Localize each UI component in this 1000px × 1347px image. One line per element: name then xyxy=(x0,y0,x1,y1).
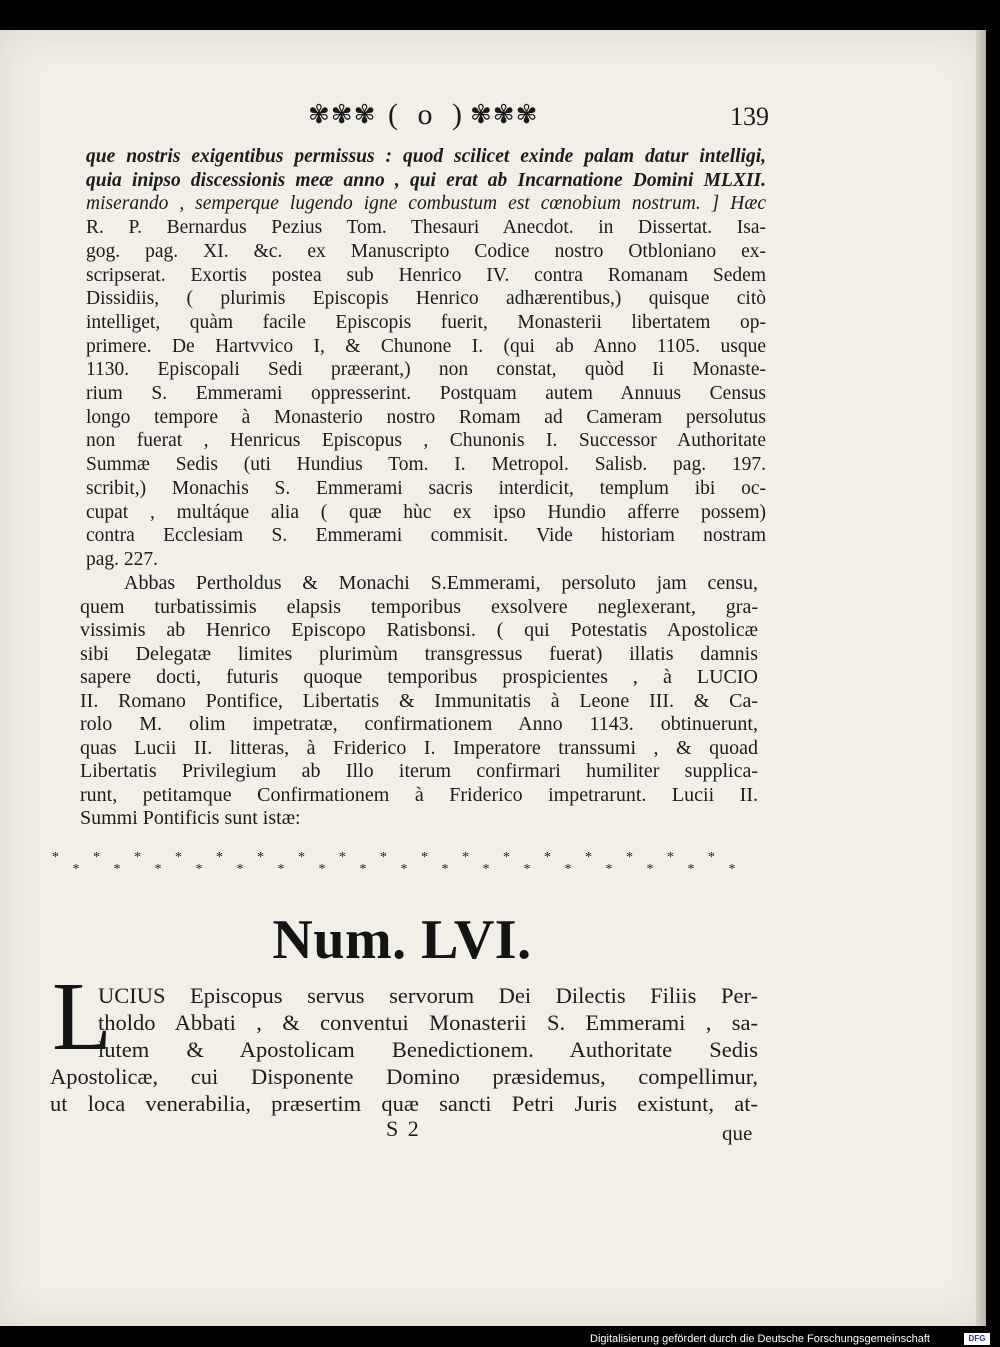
header-mark: ( o ) xyxy=(388,98,468,131)
footnote-line: scribit,) Monachis S. Emmerami sacris interdicit, templum ibi oc- xyxy=(86,477,766,499)
signature-mark: S 2 xyxy=(386,1116,421,1141)
header-ornament-right: ✾✾✾ xyxy=(470,100,539,129)
star-ornament: * xyxy=(359,862,367,877)
star-ornament: * xyxy=(687,862,695,877)
star-ornament: * xyxy=(154,862,162,877)
footnote-line: Dissidiis, ( plurimis Episcopis Henrico adhærentibus,) quisque citò xyxy=(86,288,766,310)
footnote-line: quia inipso discessionis meæ anno , qui erat ab Incarnatione Domini MLXII. xyxy=(86,169,766,191)
star-ornament: * xyxy=(646,862,654,877)
star-ornament: * xyxy=(564,862,572,877)
star-ornament: * xyxy=(216,850,223,865)
star-ornament: * xyxy=(257,850,264,865)
body-line: Libertatis Privilegium ab Illo iterum confirmari humiliter supplica- xyxy=(80,760,758,782)
charter-line: UCIUS Episcopus servus servorum Dei Dilectis Filiis Per- xyxy=(98,983,758,1008)
body-paragraph xyxy=(80,572,758,831)
charter-line: tholdo Abbati , & conventui Monasterii S. Emmerami , sa- xyxy=(98,1010,758,1035)
body-line: Abbas Pertholdus & Monachi S.Emmerami, persoluto jam censu, xyxy=(124,572,758,594)
footnote-line: R. P. Bernardus Pezius Tom. Thesauri Anecdot. in Dissertat. Isa- xyxy=(86,217,766,239)
star-ornament: * xyxy=(523,862,531,877)
footnote-line: scripserat. Exortis postea sub Henrico IV. contra Romanam Sedem xyxy=(86,264,766,286)
page-number: 139 xyxy=(730,102,769,131)
footnote-line: primere. De Hartvvico I, & Chunone I. (qui ab Anno 1105. usque xyxy=(86,335,766,357)
body-line: rolo M. olim impetratæ, confirmationem Anno 1143. obtinuerunt, xyxy=(80,713,758,735)
star-ornament: * xyxy=(708,850,715,865)
footnote-line: miserando , semperque lugendo igne combustum est cœnobium nostrum. ] Hæc xyxy=(86,193,766,215)
star-ornament: * xyxy=(728,862,736,877)
page-edge xyxy=(976,30,986,1326)
footnote-line: Summæ Sedis (uti Hundius Tom. I. Metropol. Salisb. pag. 197. xyxy=(86,454,766,476)
footnote-line: rium S. Emmerami oppresserint. Postquam autem Annuus Census xyxy=(86,383,766,405)
star-ornament: * xyxy=(400,862,408,877)
footnote-line: intelliget, quàm facile Episcopis fuerit, Monasterii libertatem op- xyxy=(86,311,766,333)
footnote-line: longo tempore à Monasterio nostro Romam ad Cameram persolutus xyxy=(86,406,766,428)
star-divider xyxy=(52,850,752,890)
footnote-line: gog. pag. XI. &c. ex Manuscripto Codice nostro Otbloniano ex- xyxy=(86,240,766,262)
star-ornament: * xyxy=(544,850,551,865)
star-ornament: * xyxy=(113,862,121,877)
star-ornament: * xyxy=(667,850,674,865)
body-line: II. Romano Pontifice, Libertatis & Immunitatis à Leone III. & Ca- xyxy=(80,689,758,712)
star-ornament: * xyxy=(298,850,305,865)
star-ornament: * xyxy=(380,850,387,865)
footnote-line: contra Ecclesiam S. Emmerami commisit. Vide historiam nostram xyxy=(86,525,766,547)
body-line: runt, petitamque Confirmationem à Friderico impetrarunt. Lucii II. xyxy=(80,783,758,806)
drop-cap: L xyxy=(52,963,112,1071)
body-line: Summi Pontificis sunt istæ: xyxy=(80,807,301,829)
star-ornament: * xyxy=(339,850,346,865)
body-line: quas Lucii II. litteras, à Friderico I. Imperatore transsumi , & quoad xyxy=(80,736,758,759)
body-line: quem turbatissimis elapsis temporibus exsolvere neglexerant, gra- xyxy=(80,595,758,618)
charter-line: lutem & Apostolicam Benedictionem. Authoritate Sedis xyxy=(98,1037,758,1062)
star-ornament: * xyxy=(277,862,285,877)
charter-line: ut loca venerabilia, præsertim quæ sancti Petri Juris existunt, at- xyxy=(50,1091,758,1116)
star-ornament: * xyxy=(236,862,244,877)
star-ornament: * xyxy=(503,850,510,865)
star-ornament: * xyxy=(318,862,326,877)
dfg-logo: DFG xyxy=(964,1333,990,1345)
star-ornament: * xyxy=(585,850,592,865)
star-ornament: * xyxy=(175,850,182,865)
document-heading: Num. LVI. xyxy=(272,909,532,971)
star-ornament: * xyxy=(605,862,613,877)
star-ornament: * xyxy=(441,862,449,877)
header-ornament-left: ✾✾✾ xyxy=(308,100,377,129)
body-line: vissimis ab Henrico Episcopo Ratisbonsi. ( qui Potestatis Apostolicæ xyxy=(80,619,758,641)
body-line: sapere docti, futuris quoque temporibus prospicientes , à LUCIO xyxy=(80,666,758,688)
footnote-line: que nostris exigentibus permissus : quod scilicet exinde palam datur intelligi, xyxy=(86,146,766,167)
star-ornament: * xyxy=(72,862,80,877)
charter-line: Apostolicæ, cui Disponente Domino præsidemus, compellimur, xyxy=(50,1064,758,1089)
footnote-block xyxy=(86,145,766,572)
star-ornament: * xyxy=(626,850,633,865)
footnote-line: pag. 227. xyxy=(86,548,159,570)
star-ornament: * xyxy=(52,850,59,865)
footnote-line: 1130. Episcopali Sedi præerant,) non constat, quòd Ii Monaste- xyxy=(86,359,766,381)
digitization-credit: Digitalisierung gefördert durch die Deutsche Forschungsgemeinschaft xyxy=(590,1333,930,1345)
star-ornament: * xyxy=(482,862,490,877)
catchword: que xyxy=(722,1121,753,1145)
star-ornament: * xyxy=(134,850,141,865)
star-ornament: * xyxy=(421,850,428,865)
footnote-line: cupat , multáque alia ( quæ hùc ex ipso Hundio afferre possem) xyxy=(86,501,766,523)
star-ornament: * xyxy=(462,850,469,865)
star-ornament: * xyxy=(93,850,100,865)
charter-text xyxy=(50,982,758,1117)
star-ornament: * xyxy=(195,862,203,877)
body-line: sibi Delegatæ limites plurimùm transgressus fuerat) illatis damnis xyxy=(80,642,758,665)
footnote-line: non fuerat , Henricus Episcopus , Chunonis I. Successor Authoritate xyxy=(86,430,766,452)
